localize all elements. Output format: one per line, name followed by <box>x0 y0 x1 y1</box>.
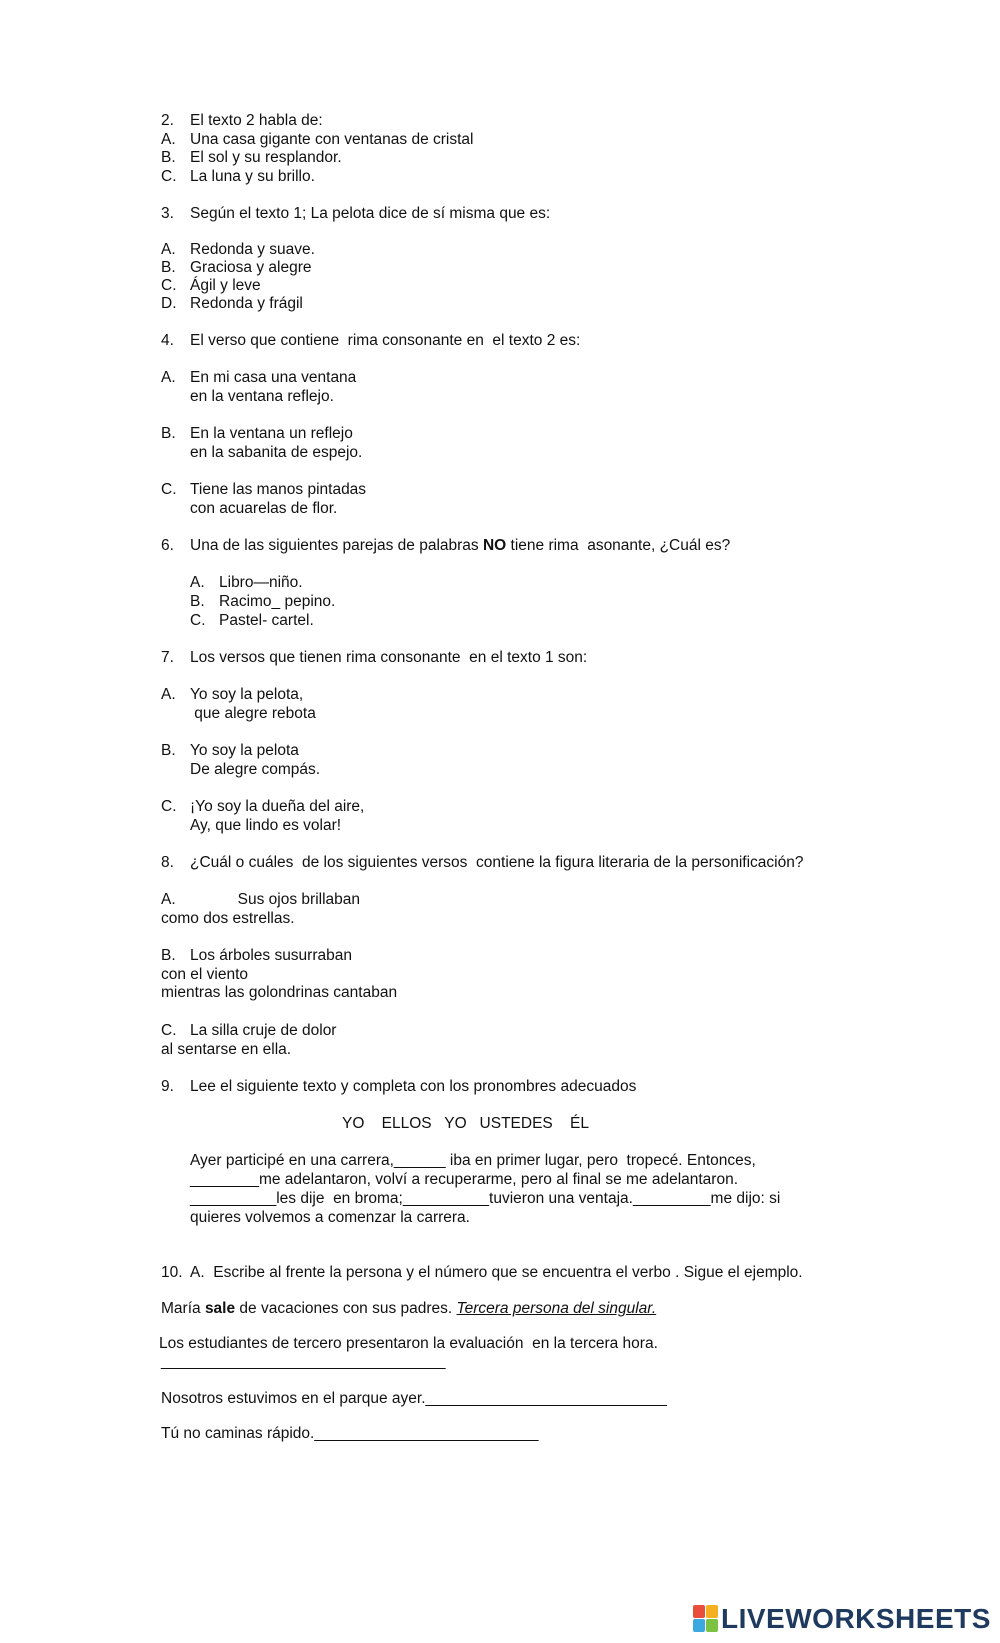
q2-option-c[interactable]: C. La luna y su brillo. <box>161 168 315 185</box>
q9-paragraph-line3[interactable]: __________les dije en broma;__________tuvieron una ventaja._________me dijo: si <box>190 1190 781 1207</box>
q8-option-b[interactable]: B. Los árboles susurraban <box>161 947 352 964</box>
q7-option-a[interactable]: A. Yo soy la pelota, <box>161 686 304 703</box>
q8-option-b-line3: mientras las golondrinas cantaban <box>161 984 398 1001</box>
q7-question: 7. Los versos que tienen rima consonante en el texto 1 son: <box>161 649 588 666</box>
q3-option-b[interactable]: B. Graciosa y alegre <box>161 259 312 276</box>
liveworksheets-logo-icon <box>693 1605 719 1633</box>
q9-paragraph-line4: quieres volvemos a comenzar la carrera. <box>190 1209 470 1226</box>
q6-bold-no: NO <box>482 537 507 554</box>
q2-text: El texto 2 habla de: <box>190 112 323 129</box>
q8-option-c[interactable]: C. La silla cruje de dolor <box>161 1022 337 1039</box>
q7-option-b[interactable]: B. Yo soy la pelota <box>161 742 299 759</box>
q4-option-a[interactable]: A. En mi casa una ventana <box>161 369 357 386</box>
q2-number: 2. <box>161 112 174 129</box>
q3-option-a[interactable]: A. Redonda y suave. <box>161 241 315 258</box>
q7-option-c[interactable]: C. ¡Yo soy la dueña del aire, <box>161 798 365 815</box>
q3-question: 3. Según el texto 1; La pelota dice de sí misma que es: <box>161 205 551 222</box>
q9-question: 9. Lee el siguiente texto y completa con los pronombres adecuados <box>161 1078 637 1095</box>
q7-option-a-line2: que alegre rebota <box>190 705 316 722</box>
q4-option-a-line2: en la ventana reflejo. <box>190 388 334 405</box>
q4-option-b-line2: en la sabanita de espejo. <box>190 444 363 461</box>
q8-question: 8. ¿Cuál o cuáles de los siguientes versos contiene la figura literaria de la personificación? <box>161 854 804 871</box>
q2-question <box>161 111 323 130</box>
liveworksheets-logo-text: LIVEWORKSHEETS <box>721 1603 991 1634</box>
q10-example-answer: Tercera persona del singular. <box>456 1300 657 1317</box>
q4-option-b[interactable]: B. En la ventana un reflejo <box>161 425 353 442</box>
q7-option-c-line2: Ay, que lindo es volar! <box>190 817 342 834</box>
q4-option-c-line2: con acuarelas de flor. <box>190 500 338 517</box>
q2-option-a[interactable]: A. Una casa gigante con ventanas de cristal <box>161 131 474 148</box>
liveworksheets-logo <box>693 1604 991 1634</box>
q9-paragraph-line2[interactable]: ________me adelantaron, volví a recuperarme, pero al final se me adelantaron. <box>190 1171 739 1188</box>
q6-option-c[interactable]: C. Pastel- cartel. <box>190 612 314 629</box>
q10-question: 10. A. Escribe al frente la persona y el número que se encuentra el verbo . Sigue el ejemplo. <box>161 1264 803 1281</box>
q9-paragraph-line1[interactable]: Ayer participé en una carrera,______ iba en primer lugar, pero tropecé. Entonces, <box>190 1152 756 1169</box>
q6-option-a[interactable]: A. Libro—niño. <box>190 574 303 591</box>
q8-option-a[interactable]: A. Sus ojos brillaban <box>161 891 361 908</box>
q7-option-b-line2: De alegre compás. <box>190 761 321 778</box>
q8-option-b-line2: con el viento <box>161 966 249 983</box>
q3-option-d[interactable]: D. Redonda y frágil <box>161 295 303 312</box>
q2-option-b[interactable]: B. El sol y su resplandor. <box>161 149 342 166</box>
q8-option-a-line2: como dos estrellas. <box>161 910 295 927</box>
q10-example-verb: sale <box>204 1300 236 1317</box>
q3-option-c[interactable]: C. Ágil y leve <box>161 277 261 294</box>
q9-word-bank: YO ELLOS YO USTEDES ÉL <box>342 1115 589 1132</box>
q10-sentence-1: Los estudiantes de tercero presentaron la evaluación en la tercera hora. <box>159 1335 658 1352</box>
q10-sentence-2[interactable]: Nosotros estuvimos en el parque ayer.____________________________ <box>161 1390 667 1407</box>
q8-option-c-line2: al sentarse en ella. <box>161 1041 292 1058</box>
q10-sentence-1-blank[interactable]: _________________________________ <box>161 1353 446 1370</box>
q10-example: María sale de vacaciones con sus padres. Tercera persona del singular. <box>161 1300 657 1317</box>
q4-option-c[interactable]: C. Tiene las manos pintadas <box>161 481 367 498</box>
q6-question: 6. Una de las siguientes parejas de palabras NO tiene rima asonante, ¿Cuál es? <box>161 537 731 554</box>
q6-option-b[interactable]: B. Racimo_ pepino. <box>190 593 336 610</box>
q10-sentence-3[interactable]: Tú no caminas rápido.__________________________ <box>161 1425 539 1442</box>
q4-question: 4. El verso que contiene rima consonante en el texto 2 es: <box>161 332 581 349</box>
